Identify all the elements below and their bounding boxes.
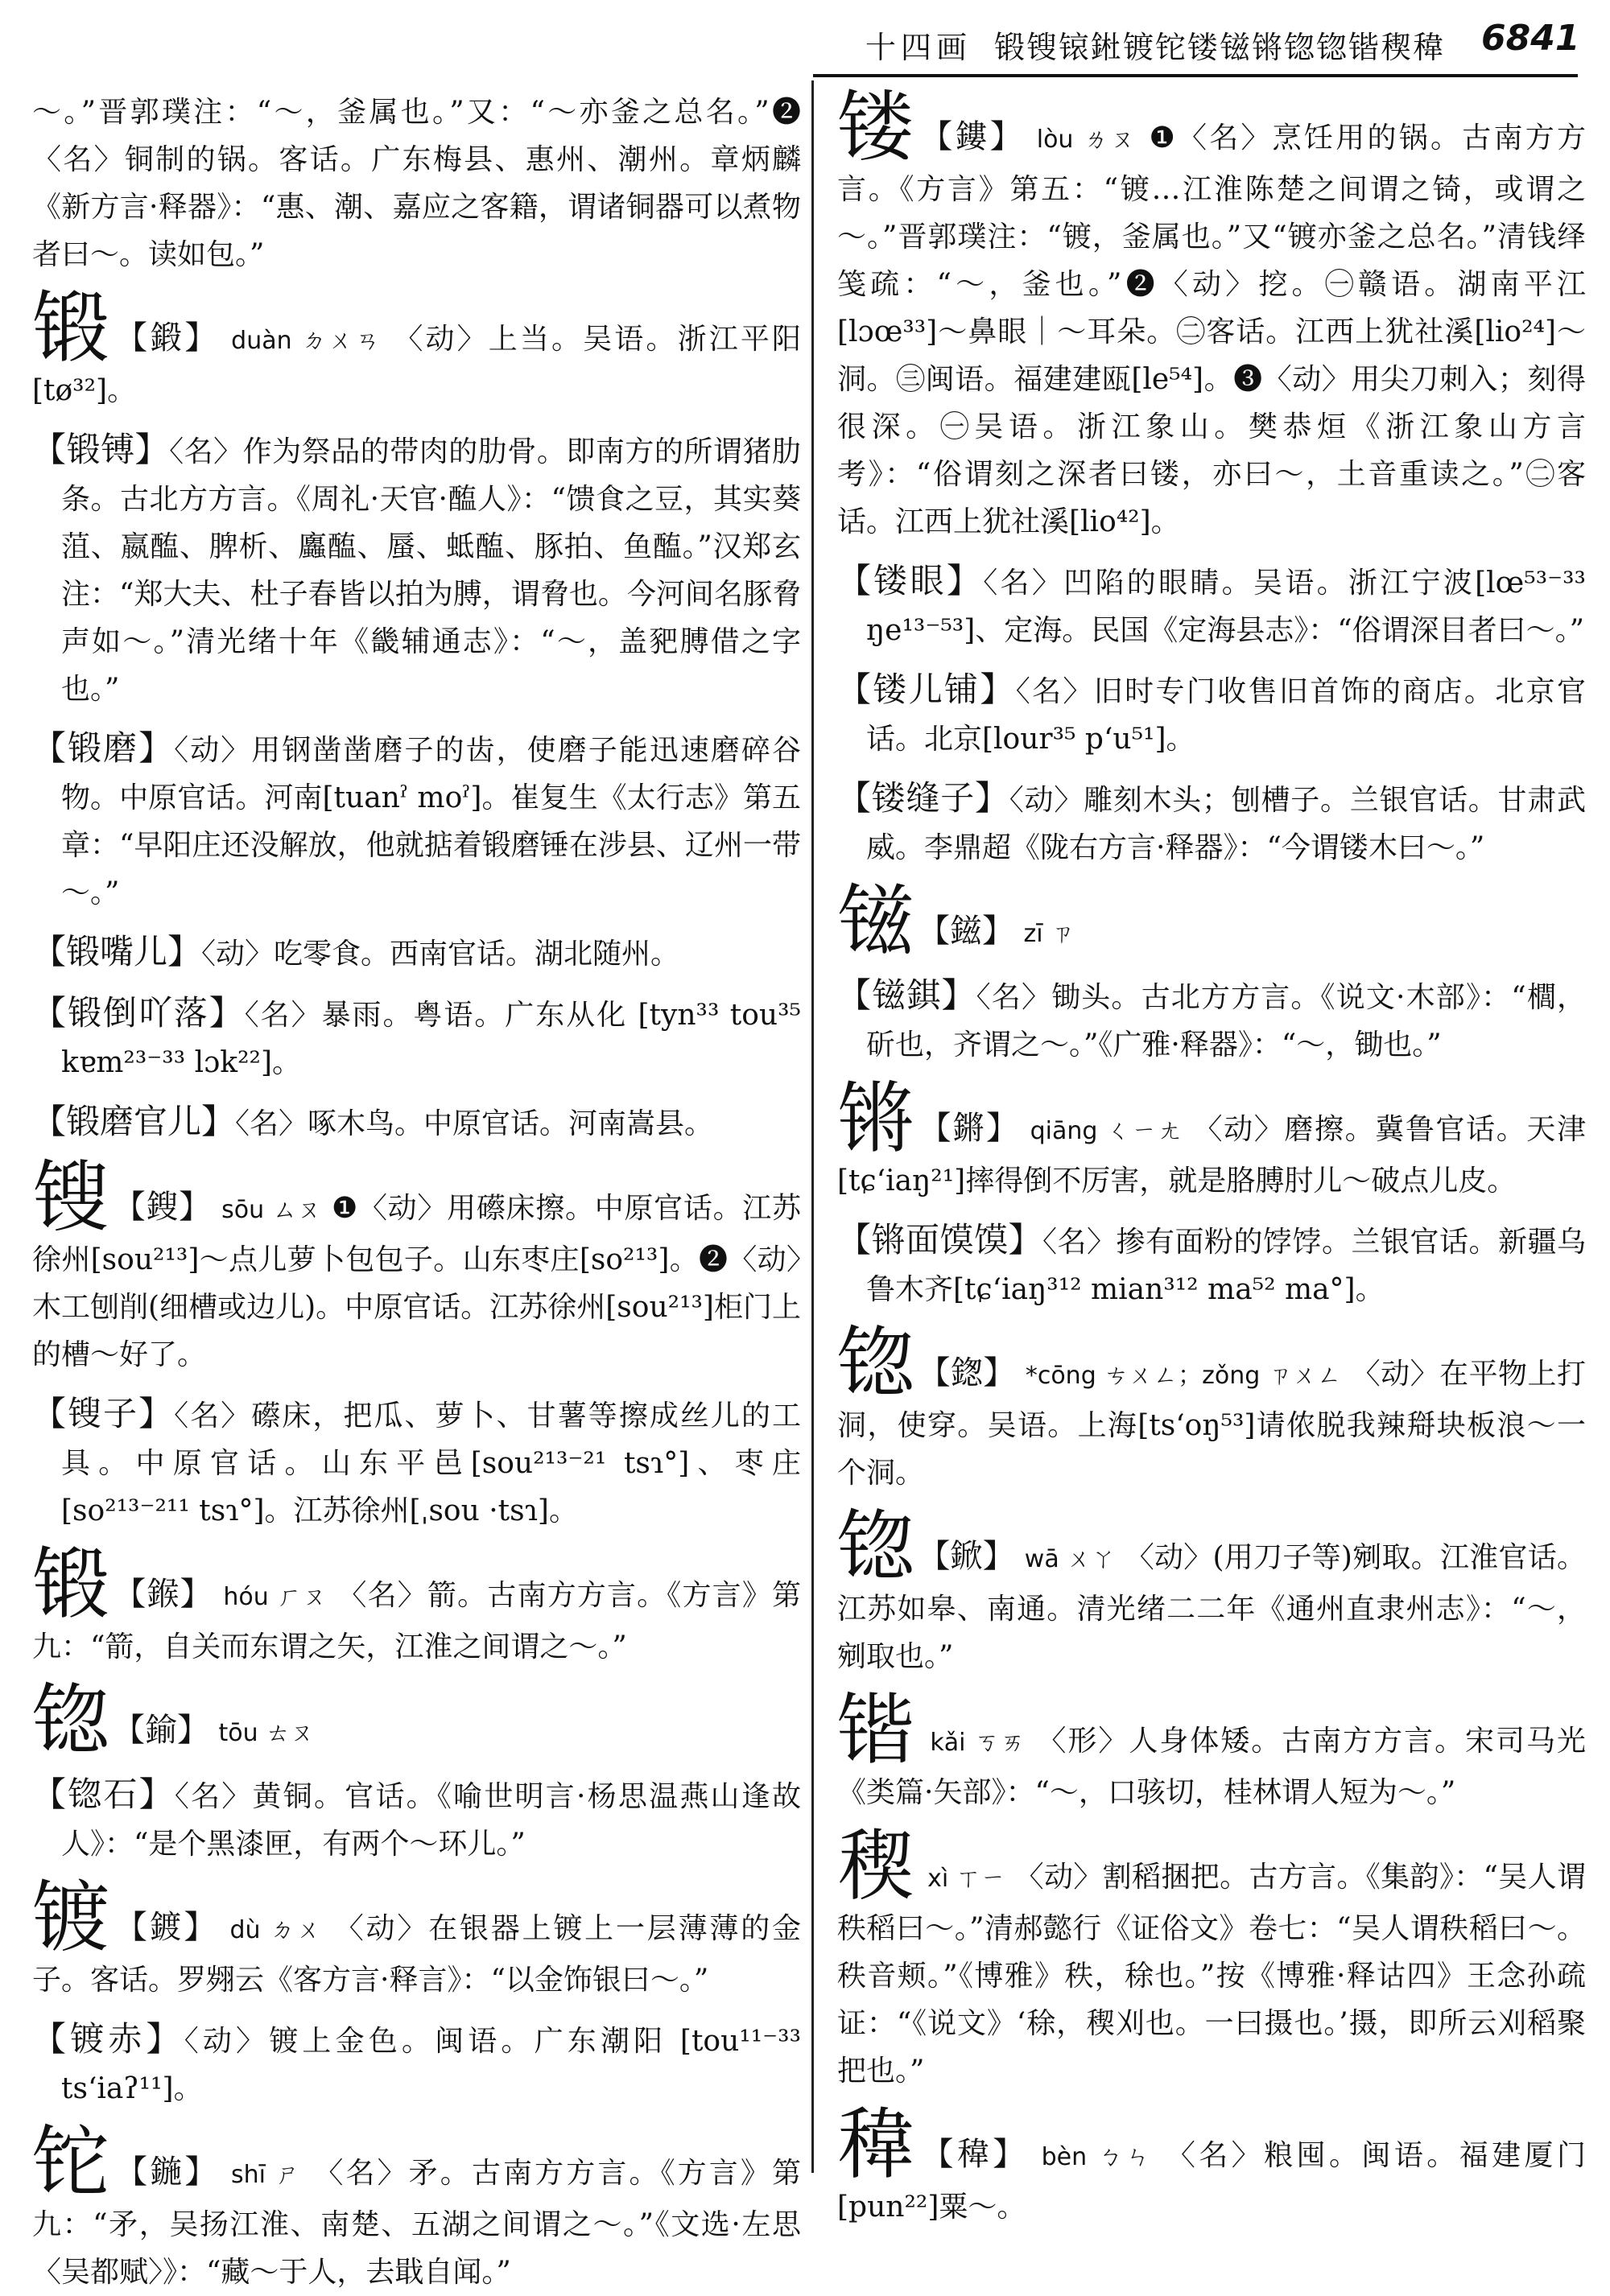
headword: 镃: [837, 876, 914, 967]
compound-word: 【镀赤】: [32, 2019, 184, 2059]
headword: 稦: [837, 2100, 919, 2190]
compound-entry-ziji: [837, 971, 1586, 1069]
pronunciation: *cōng ㄘㄨㄥ；zǒng ㄗㄨㄥ: [1025, 1362, 1342, 1390]
left-column: [32, 89, 802, 2289]
definition: 〈名〉暴雨。粤语。广东从化 [tyn³³ tou³⁵ kɐm²³⁻³³ lɔk²²]。: [61, 999, 801, 1079]
compound-entry-souzi: [32, 1390, 801, 1535]
definition: 〈名〉粮囤。闽语。福建厦门[pun²²]粟～。: [837, 2139, 1586, 2224]
definition: 〈名〉礤床，把瓜、萝卜、甘薯等擦成丝儿的工具。中原官话。山东平邑[sou²¹³⁻²¹ tsɿ°]、枣庄[so²¹³⁻²¹¹ tsɿ°]。江苏徐州[ˌsou ·tsɿ]。: [61, 1399, 801, 1527]
headword: 锻: [32, 1540, 111, 1630]
definition: 〈动〉镀上金色。闽语。广东潮阳 [tou¹¹⁻³³ ts‘iaʔ¹¹]。: [61, 2025, 801, 2105]
section-title: 十四画: [865, 30, 972, 65]
page-number: 6841: [1481, 18, 1580, 59]
definition: 〈名〉矛。古南方方言。《方言》第九：“矛，吴扬江淮、南楚、五湖之间谓之～。”《文选·左思〈吴都赋〉》：“藏～于人，去戢自闻。”: [32, 2157, 802, 2289]
pronunciation: zī ㄗ: [1023, 920, 1075, 948]
traditional-form: 【鍍】: [114, 1909, 219, 1946]
compound-entry-duanzuier: [32, 928, 801, 978]
headword-entry-qiang: [837, 1074, 1586, 1205]
definition: 〈名〉掺有面粉的饽饽。兰银官话。新疆乌鲁木齐[tɕ‘iaŋ³¹² mian³¹² ma⁵² ma°]。: [866, 1226, 1586, 1306]
headword-entry-wa: [837, 1502, 1587, 1680]
headword-entry-cong: [837, 1318, 1586, 1497]
definition: 〈名〉凹陷的眼睛。吴语。浙江宁波[lœ⁵³⁻³³ ŋe¹³⁻⁵³]、定海。民国《定海县志》：“俗谓深目者曰～。”: [866, 567, 1586, 647]
headword: 锴: [837, 1685, 916, 1775]
headword: 锻: [32, 283, 113, 373]
headword-entry-duan: [32, 283, 801, 414]
column-divider: [811, 80, 814, 2173]
headword: 镀: [32, 1873, 112, 1963]
traditional-form: 【鎡】: [918, 913, 1014, 950]
pronunciation: dù ㄉㄨ: [229, 1916, 324, 1944]
definition: 〈名〉旧时专门收售旧首饰的商店。北京官话。北京[lour³⁵ p‘u⁵¹]。: [866, 675, 1586, 756]
compound-entry-qiangmian: [837, 1216, 1586, 1313]
definition: 〈动〉(用刀子等)剜取。江淮官话。江苏如皋、南通。清光绪二二年《通州直隶州志》：“～，剜取也。”: [837, 1541, 1587, 1673]
header-rule: [813, 74, 1578, 77]
definition: ❶〈名〉烹饪用的锅。古南方方言。《方言》第五：“镀…江淮陈楚之间谓之锜，或谓之～。”晋郭璞注：“镀，釜属也。”又“镀亦釜之总名。”清钱绎笺疏：“～，釜也。”❷〈动〉挖。㊀赣语。湖南平江[lɔœ³³]～鼻眼｜～耳朵。㊁客话。江西上犹社溪[lio²⁴]～洞。㊂闽语。福建建瓯[le⁵⁴]。❸〈动〉用尖刀刺入；刻得很深。㊀吴语。浙江象山。樊恭烜《浙江象山方言考》：“俗谓刻之深者曰镂，亦曰～，土音重读之。”㊁客话。江西上犹社溪[lio⁴²]。: [837, 122, 1586, 538]
headword: 锪: [32, 1676, 109, 1766]
compound-word: 【镃錤】: [837, 975, 976, 1015]
definition: 〈动〉雕刻木头；刨槽子。兰银官话。甘肃武威。李鼎超《陇右方言·释器》：“今谓镂木曰～。”: [866, 784, 1586, 864]
headword: 稧: [837, 1821, 915, 1911]
compound-word: 【锵面馍馍】: [837, 1220, 1042, 1259]
compound-word: 【锻磨官儿】: [32, 1102, 236, 1141]
definition: 〈动〉上当。吴语。浙江平阳[tø³²]。: [32, 323, 801, 407]
pronunciation: hóu ㄏㄡ: [223, 1583, 328, 1611]
header-character-index: 锻锼锿𨧀镀铊镂镃锵锪锪锴稧稦: [994, 30, 1446, 65]
compound-entry-duanmoguaner: [32, 1098, 801, 1148]
definition: 〈动〉用钢凿凿磨子的齿，使磨子能迅速磨碎谷物。中原官话。河南[tuanˀ moˀ]。崔复生《太行志》第五章：“早阳庄还没解放，他就掂着锻磨锤在涉县、辽州一带～。”: [61, 734, 801, 909]
headword-entry-sou: [32, 1152, 802, 1379]
traditional-form: 【鎪】: [113, 1189, 212, 1226]
compound-entry-duanmo: [32, 724, 801, 917]
headword: 镂: [837, 82, 918, 172]
pronunciation: sōu ㄙㄡ: [221, 1196, 322, 1224]
headword-entry-xi: [837, 1821, 1587, 2095]
traditional-form: 【鏘】: [919, 1110, 1020, 1147]
definition: 〈动〉磨擦。冀鲁官话。天津[tɕ‘iaŋ²¹]摔得倒不厉害，就是胳膊肘儿～破点儿皮。: [837, 1113, 1586, 1197]
definition: 〈动〉在银器上镀上一层薄薄的金子。客话。罗翙云《客方言·释言》：“以金饰银曰～。”: [32, 1912, 802, 1997]
continued-entry: [32, 89, 801, 278]
pronunciation: wā ㄨㄚ: [1024, 1545, 1117, 1573]
headword-entry-kai: [837, 1685, 1586, 1816]
traditional-form: 【鍁】: [918, 1538, 1016, 1575]
compound-entry-duandaoyeluo: [32, 989, 801, 1086]
headword-entry-du: [32, 1873, 802, 2004]
headword-entry-tou: [32, 1676, 801, 1766]
definition: 〈形〉人身体矮。古南方方言。宋司马光《类篇·矢部》：“～，口骇切，桂林谓人短为～。”: [837, 1725, 1586, 1809]
page-header: [0, 0, 1610, 80]
pronunciation: xì ㄒㄧ: [927, 1865, 1005, 1893]
compound-word: 【镂缝子】: [837, 778, 1009, 818]
right-column: [837, 82, 1587, 2224]
pronunciation: lòu ㄌㄡ: [1036, 126, 1137, 154]
compound-entry-toushi: [32, 1770, 801, 1868]
compound-word: 【锻嘴儿】: [32, 932, 202, 971]
entry-text: ～。”晋郭璞注：“～，釜属也。”又：“～亦釜之总名。”❷〈名〉铜制的锅。客话。广东梅县、惠州、潮州。章炳麟《新方言·释器》：“惠、潮、嘉应之客籍，谓诸铜器可以煮物者曰～。读如包。”: [32, 96, 801, 271]
pronunciation: tōu ㄊㄡ: [218, 1719, 315, 1747]
compound-word: 【锻磨】: [32, 728, 175, 768]
compound-word: 【锻倒吖落】: [32, 993, 245, 1033]
definition: 〈动〉在平物上打洞，使穿。吴语。上海[ts‘oŋ⁵³]请侬脱我辣搿块板浪～一个洞。: [837, 1358, 1586, 1490]
headword-entry-ben: [837, 2100, 1586, 2231]
definition: 〈名〉锄头。古北方方言。《说文·木部》：“櫚，斫也，齐谓之～。”《广雅·释器》：“～，锄也。”: [866, 981, 1586, 1061]
pronunciation: bèn ㄅㄣ: [1041, 2143, 1154, 2171]
traditional-form: 【鍦】: [115, 2154, 220, 2191]
compound-word: 【锪石】: [32, 1775, 175, 1814]
definition: 〈名〉箭。古南方方言。《方言》第九：“箭，自关而东谓之矢，江淮之间谓之～。”: [32, 1579, 802, 1663]
definition: 〈名〉作为祭品的带肉的肋骨。即南方的所谓猪肋条。古北方方言。《周礼·天官·醢人》：“馈食之豆，其实葵菹、嬴醢、脾析、蠯醢、蜃、蚳醢、豚拍、鱼醢。”汉郑玄注：“郑大夫、杜子春皆以拍为膊，谓脅也。今河间名豚脅声如～。”清光绪十年《畿辅通志》：“～，盖豝膊借之字也。”: [61, 435, 801, 706]
pronunciation: shī ㄕ: [231, 2161, 303, 2189]
definition: 〈名〉啄木鸟。中原官话。河南嵩县。: [235, 1107, 714, 1140]
compound-entry-duanzhuan: [32, 426, 801, 713]
definition: 〈名〉黄铜。官话。《喻世明言·杨思温燕山逢故人》：“是个黑漆匣，有两个～环儿。”: [61, 1780, 801, 1861]
headword: 锼: [32, 1152, 110, 1243]
compound-word: 【锻镈】: [32, 430, 170, 469]
compound-word: 【镂眼】: [837, 561, 984, 600]
definition: ❶〈动〉用礤床擦。中原官话。江苏徐州[sou²¹³]～点儿萝卜包包子。山东枣庄[so²¹³]。❷〈动〉木工刨削(细槽或边儿)。中原官话。江苏徐州[sou²¹³]柜门上的槽～好了。: [32, 1192, 802, 1371]
pronunciation: duàn ㄉㄨㄢ: [231, 327, 382, 355]
compound-entry-loufengzi: [837, 774, 1586, 872]
compound-word: 【锼子】: [32, 1394, 175, 1433]
pronunciation: kǎi ㄎㄞ: [930, 1729, 1026, 1757]
headword: 锪: [837, 1502, 915, 1592]
compound-entry-louerpu: [837, 666, 1586, 763]
headword: 锵: [837, 1074, 916, 1164]
headword: 铊: [32, 2117, 113, 2207]
pronunciation: qiāng ㄑㄧㄤ: [1030, 1117, 1183, 1145]
compound-word: 【镂儿铺】: [837, 670, 1016, 709]
headword-entry-shi: [32, 2117, 802, 2296]
headword-entry-zi: [837, 876, 1586, 967]
compound-entry-louyan: [837, 557, 1586, 654]
traditional-form: 【鏤】: [920, 118, 1026, 155]
headword-entry-hou: [32, 1540, 802, 1671]
headword: 锪: [837, 1318, 915, 1408]
traditional-form: 【鍛】: [115, 319, 220, 357]
definition: 〈动〉吃零食。西南官话。湖北随州。: [201, 938, 680, 971]
traditional-form: 【鍭】: [114, 1576, 213, 1613]
headword-entry-lou: [837, 82, 1586, 546]
compound-entry-duchi: [32, 2015, 801, 2113]
traditional-form: 【稦】: [921, 2136, 1029, 2173]
definition: 〈动〉割稻捆把。古方言。《集韵》：“吴人谓秩稻曰～。”清郝懿行《证俗文》卷七：“吴人谓秩稻曰～。秩音颊。”《博雅》秩，稌也。”按《博雅·释诂四》王念孙疏证：“《说文》‘稌，稧刈也。一曰摄也。’摄，即所云刈稻聚把也。”: [837, 1861, 1587, 2088]
traditional-form: 【鍮】: [113, 1712, 209, 1749]
traditional-form: 【鍯】: [918, 1354, 1016, 1391]
